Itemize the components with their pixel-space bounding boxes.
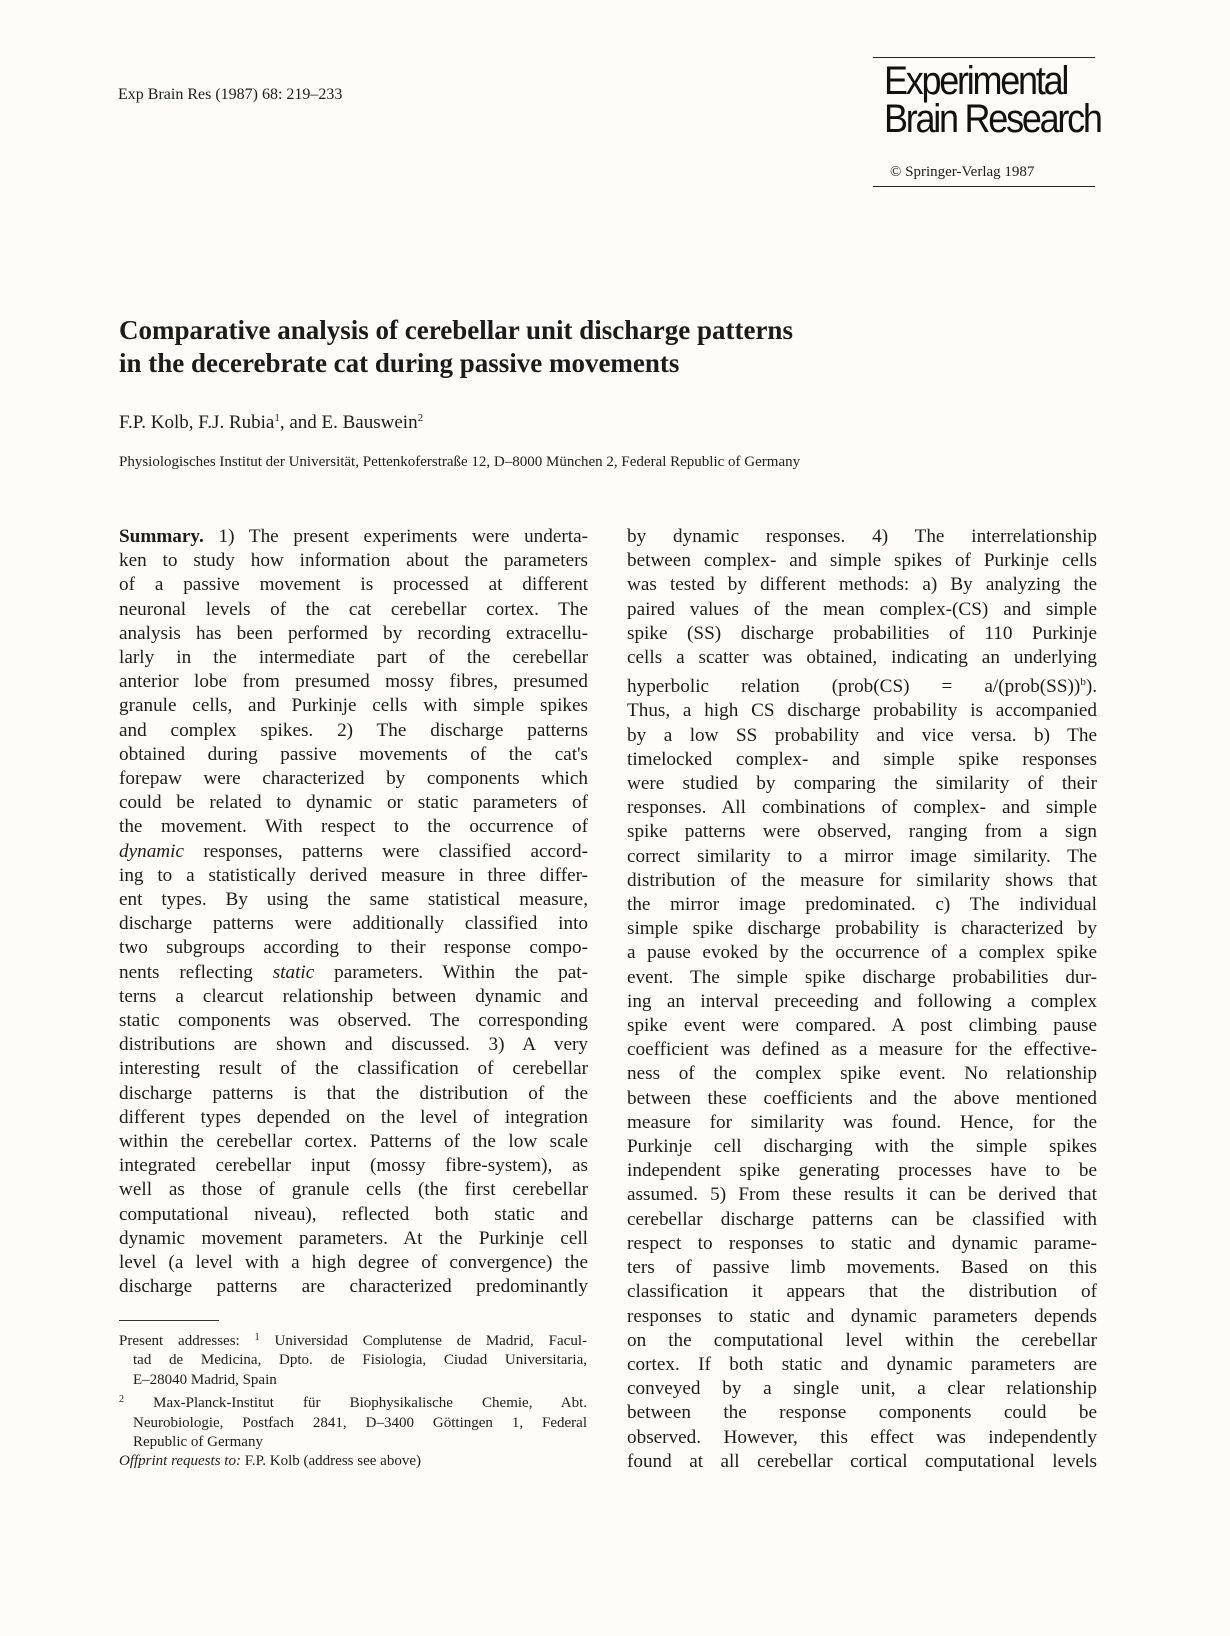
summary-line: paired values of the mean complex-(CS) and simple [627, 598, 1097, 620]
journal-logo-line2: Brain Research [884, 97, 1101, 141]
journal-bottom-rule [873, 186, 1095, 187]
journal-citation: Exp Brain Res (1987) 68: 219–233 [118, 86, 343, 103]
summary-line: between complex- and simple spikes of Purkinje cells [627, 550, 1097, 572]
affiliation-marker-2: 2 [417, 412, 424, 424]
article-title-line2: in the decerebrate cat during passive movements [119, 348, 680, 378]
summary-line: Thus, a high CS discharge probability is accompanied [627, 700, 1097, 722]
summary-line: discharge patterns are characterized predominantly [119, 1276, 588, 1298]
summary-line: anterior lobe from presumed mossy fibres, presumed [119, 671, 588, 693]
summary-line: obtained during passive movements of the cat's [119, 743, 588, 765]
summary-line: interesting result of the classification of cerebellar [119, 1058, 588, 1080]
summary-line: integrated cerebellar input (mossy fibre-system), as [119, 1155, 588, 1177]
summary-lead: Summary. [119, 526, 204, 547]
summary-line: level (a level with a high degree of convergence) the [119, 1252, 588, 1274]
affiliation-marker-1: 1 [274, 412, 280, 424]
summary-line: the movement. With respect to the occurrence of [119, 816, 588, 838]
summary-line: by a low SS probability and vice versa. b) The [627, 724, 1097, 746]
summary-line: hyperbolic relation (prob(CS) = a/(prob(SS))$^b$). [627, 676, 1097, 698]
emphasis-static: static [272, 961, 315, 983]
summary-line: spike patterns were observed, ranging from a sign [627, 821, 1097, 843]
summary-line: a pause evoked by the occurrence of a complex spike [627, 942, 1097, 964]
summary-line: correct similarity to a mirror image similarity. The [627, 845, 1097, 867]
summary-left-column [119, 525, 588, 1300]
summary-line: timelocked complex- and simple spike responses [627, 748, 1097, 770]
summary-line: classification it appears that the distribution of [627, 1281, 1097, 1303]
summary-line: terns a clearcut relationship between dynamic and [119, 985, 588, 1007]
footnote-rule [119, 1320, 219, 1321]
offprint-requests: Offprint requests to: F.P. Kolb (address see above) [119, 1453, 421, 1470]
summary-line: simple spike discharge probability is characterized by [627, 918, 1097, 940]
footnote-1: Present addresses: $^1$ Universidad Complutense de Madrid, Facul- tad de Medicina, Dpto. de Fisiologia, Ciudad Universitaria, E–28040 Madrid, Spain [119, 1332, 587, 1388]
article-title-line1: Comparative analysis of cerebellar unit discharge patterns [119, 315, 793, 345]
summary-line: on the computational level within the cerebellar [627, 1329, 1097, 1351]
summary-line: Summary. 1) The present experiments were underta- [119, 526, 588, 547]
summary-line: distribution of the measure for similarity shows that [627, 869, 1097, 891]
summary-line: forepaw were characterized by components which [119, 768, 588, 790]
summary-line: ters of passive limb movements. Based on this [627, 1257, 1097, 1279]
authors-part1: F.P. Kolb, F.J. Rubia [119, 412, 275, 433]
summary-line: by dynamic responses. 4) The interrelationship [627, 526, 1097, 547]
summary-line: analysis has been performed by recording extracellu- [119, 622, 588, 644]
journal-top-rule [873, 57, 1095, 58]
summary-line: discharge patterns were additionally classified into [119, 913, 588, 935]
summary-line: found at all cerebellar cortical computational levels [627, 1450, 1097, 1472]
summary-line: responses to static and dynamic parameters depends [627, 1305, 1097, 1327]
summary-line: could be related to dynamic or static parameters of [119, 792, 588, 814]
summary-line: static components was observed. The corresponding [119, 1010, 588, 1032]
footnote-2: $^2$ Max-Planck-Institut für Biophysikalische Chemie, Abt. Neurobiologie, Postfach 2841, D–3400 Göttingen 1, Federal Republic of Germany [119, 1394, 587, 1451]
summary-line: cerebellar discharge patterns can be classified with [627, 1208, 1097, 1230]
summary-line: respect to responses to static and dynamic parame- [627, 1232, 1097, 1254]
summary-line: neuronal levels of the cat cerebellar cortex. The [119, 598, 588, 620]
summary-line: the mirror image predominated. c) The individual [627, 894, 1097, 916]
summary-line: measure for similarity was found. Hence, for the [627, 1111, 1097, 1133]
summary-line: dynamic responses, patterns were classified accord- [119, 840, 588, 862]
affiliation: Physiologisches Institut der Universität, Pettenkoferstraße 12, D–8000 München 2, Federal Republic of Germany [119, 454, 801, 470]
summary-line: observed. However, this effect was independently [627, 1426, 1097, 1448]
copyright-notice: © Springer-Verlag 1987 [890, 164, 1035, 180]
summary-line: different types depended on the level of integration [119, 1106, 588, 1128]
summary-line: independent spike generating processes have to be [627, 1160, 1097, 1182]
summary-line: nents reflecting static parameters. Within the pat- [119, 961, 589, 983]
authors-part2: , and E. Bauswein [279, 412, 418, 433]
summary-line: ken to study how information about the parameters [119, 550, 588, 572]
summary-line: dynamic movement parameters. At the Purkinje cell [119, 1227, 588, 1249]
summary-line: well as those of granule cells (the first cerebellar [119, 1179, 588, 1201]
summary-line: ness of the complex spike event. No relationship [627, 1063, 1097, 1085]
exponent-b: b [1080, 676, 1086, 689]
journal-logo-line1: Experimental [884, 59, 1068, 103]
author-list [119, 412, 423, 434]
summary-line: between these coefficients and the above mentioned [627, 1087, 1097, 1109]
summary-line: computational niveau), reflected both static and [119, 1203, 588, 1225]
summary-line: coefficient was defined as a measure for the effective- [627, 1039, 1097, 1061]
summary-line: spike event were compared. A post climbing pause [627, 1015, 1097, 1037]
summary-line: granule cells, and Purkinje cells with simple spikes [119, 695, 588, 717]
summary-line: ing an interval preceeding and following a complex [627, 990, 1097, 1012]
summary-right-column [627, 525, 1097, 1474]
journal-logo [884, 59, 1101, 141]
summary-line: were studied by comparing the similarity of their [627, 773, 1097, 795]
summary-line: cortex. If both static and dynamic parameters are [627, 1353, 1097, 1375]
summary-line: cells a scatter was obtained, indicating an underlying [627, 647, 1097, 669]
summary-line: distributions are shown and discussed. 3) A very [119, 1034, 588, 1056]
summary-line: discharge patterns is that the distribution of the [119, 1082, 588, 1104]
summary-line: within the cerebellar cortex. Patterns of the low scale [119, 1131, 588, 1153]
summary-line: Purkinje cell discharging with the simple spikes [627, 1136, 1097, 1158]
article-title [119, 314, 919, 380]
summary-line: responses. All combinations of complex- and simple [627, 797, 1097, 819]
summary-line: assumed. 5) From these results it can be derived that [627, 1184, 1097, 1206]
summary-line: between the response components could be [627, 1402, 1097, 1424]
emphasis-dynamic: dynamic [119, 840, 185, 862]
summary-line: two subgroups according to their response compo- [119, 937, 588, 959]
summary-line: and complex spikes. 2) The discharge patterns [119, 719, 588, 741]
summary-line: event. The simple spike discharge probabilities dur- [627, 966, 1097, 988]
summary-line: conveyed by a single unit, a clear relationship [627, 1378, 1097, 1400]
summary-line: was tested by different methods: a) By analyzing the [627, 574, 1097, 596]
footnotes [119, 1328, 587, 1472]
summary-line: spike (SS) discharge probabilities of 110 Purkinje [627, 622, 1097, 644]
summary-line: of a passive movement is processed at different [119, 574, 588, 596]
summary-line: ing to a statistically derived measure in three differ- [119, 864, 588, 886]
summary-line: larly in the intermediate part of the cerebellar [119, 647, 588, 669]
summary-line: ent types. By using the same statistical measure, [119, 889, 588, 911]
